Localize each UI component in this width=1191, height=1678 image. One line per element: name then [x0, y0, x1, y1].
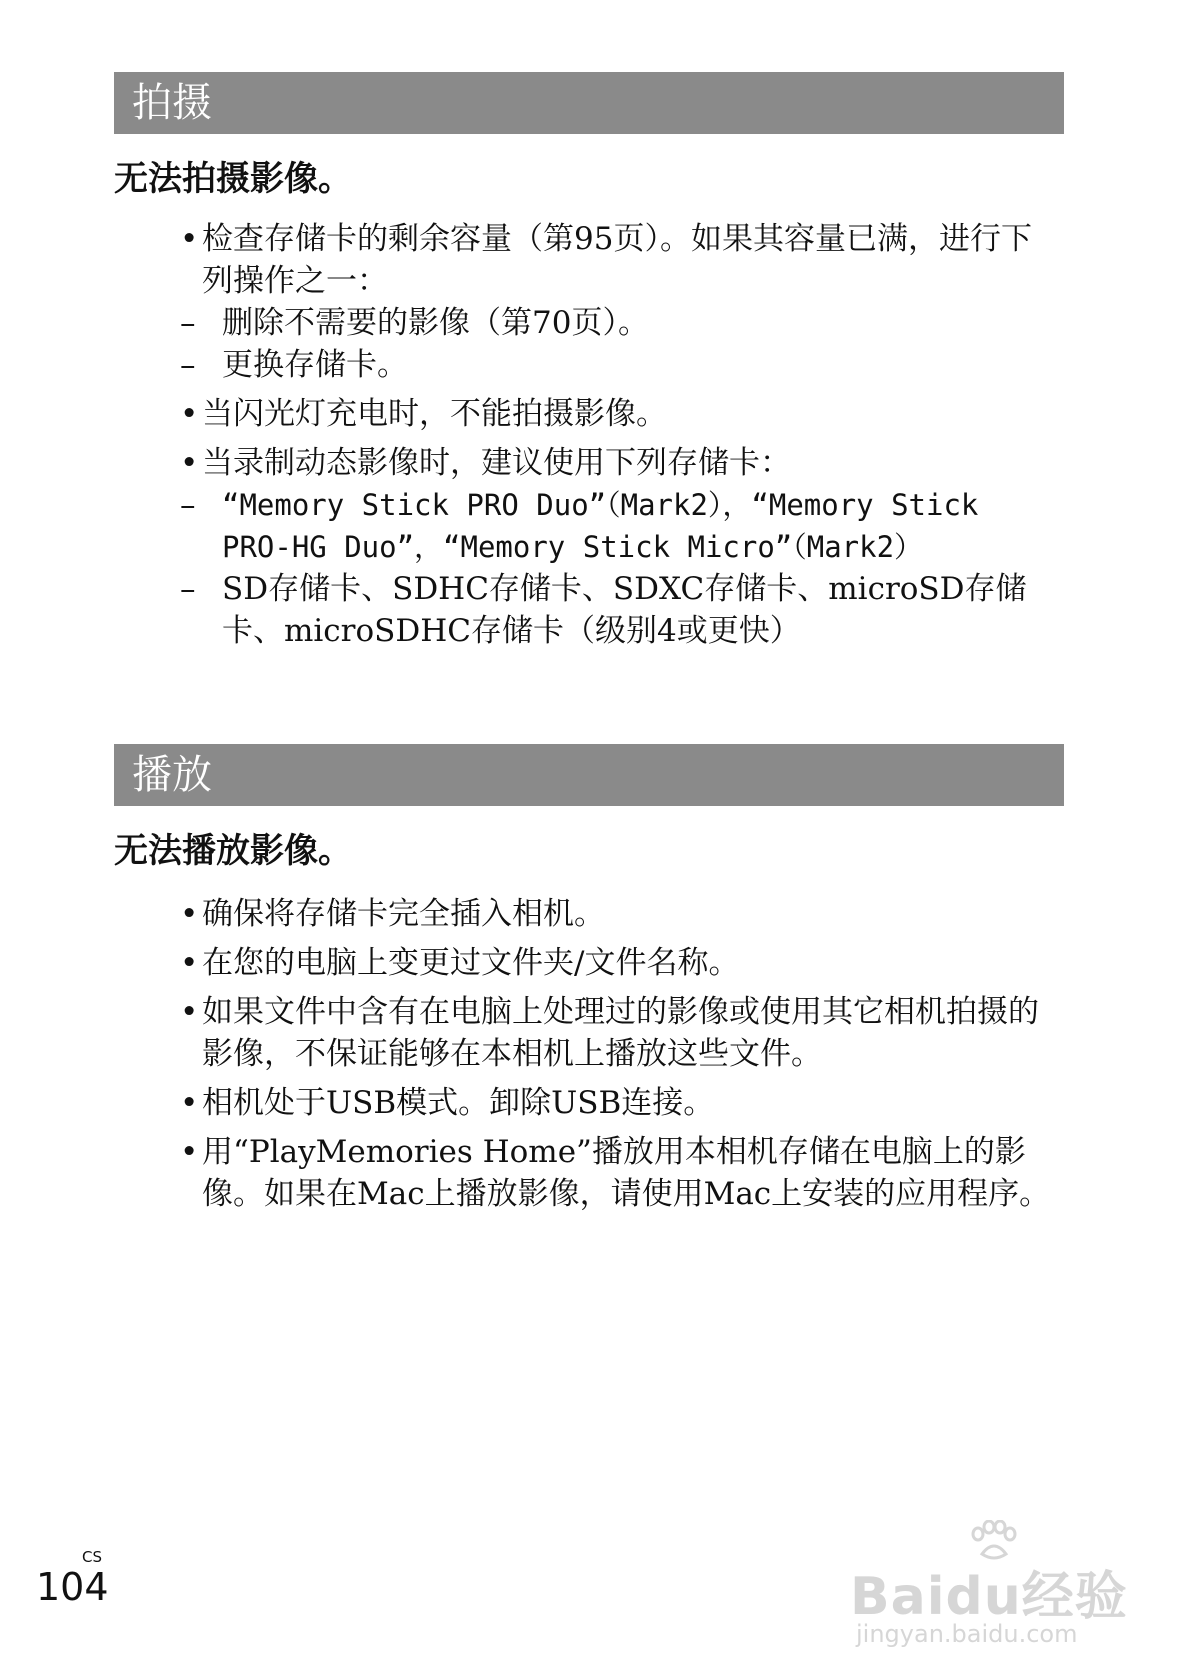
list-shooting [180, 218, 1060, 659]
section-header-playback: 播放 [114, 744, 1064, 806]
question-cannot-shoot: 无法拍摄影像。 [114, 159, 352, 199]
item-text: 用“PlayMemories Home”播放用本相机存储在电脑上的影像。如果在Mac上播放影像，请使用Mac上安装的应用程序。 [202, 1134, 1051, 1212]
section-header-shooting: 拍摄 [114, 72, 1064, 134]
list-item [180, 893, 1060, 935]
sub-item-text: SD存储卡、SDHC存储卡、SDXC存储卡、microSD存储卡、microSDHC存储卡（级别4或更快） [222, 571, 1027, 649]
item-text: 在您的电脑上变更过文件夹/文件名称。 [202, 945, 740, 981]
sub-item [180, 302, 1060, 344]
sub-item-text: 更换存储卡。 [222, 347, 408, 383]
question-cannot-play: 无法播放影像。 [114, 831, 352, 871]
list-item [180, 442, 1060, 652]
bullet-icon: • [180, 945, 199, 981]
item-text: 检查存储卡的剩余容量（第95页）。如果其容量已满，进行下列操作之一： [202, 221, 1032, 299]
item-text: 当闪光灯充电时，不能拍摄影像。 [202, 396, 667, 432]
item-text: 当录制动态影像时，建议使用下列存储卡： [202, 445, 791, 481]
list-item [180, 1131, 1060, 1215]
sub-item-text: 删除不需要的影像（第70页）。 [222, 305, 649, 341]
sub-item-text: “Memory Stick PRO Duo”（Mark2），“Memory Stick PRO-HG Duo”，“Memory Stick Micro”（Mark2） [222, 488, 979, 564]
list-item [180, 393, 1060, 435]
bullet-icon: • [180, 994, 199, 1030]
list-item [180, 218, 1060, 386]
list-item [180, 1082, 1060, 1124]
bullet-icon: • [180, 896, 199, 932]
watermark-logo-text: Baidu经验 [850, 1567, 1128, 1627]
item-text: 如果文件中含有在电脑上处理过的影像或使用其它相机拍摄的影像，不保证能够在本相机上播放这些文件。 [202, 994, 1039, 1072]
item-text: 确保将存储卡完全插入相机。 [202, 896, 605, 932]
dash-icon: – [180, 305, 196, 341]
list-item [180, 942, 1060, 984]
dash-icon: – [180, 487, 196, 523]
bullet-icon: • [180, 1134, 199, 1170]
dash-icon: – [180, 347, 196, 383]
item-text: 相机处于USB模式。卸除USB连接。 [202, 1085, 715, 1121]
baidu-watermark [850, 1520, 1150, 1650]
sub-item [180, 344, 1060, 386]
sub-item [180, 484, 1060, 568]
bullet-icon: • [180, 221, 199, 257]
bullet-icon: • [180, 396, 199, 432]
dash-icon: – [180, 571, 196, 607]
list-playback [180, 893, 1060, 1222]
sub-item [180, 568, 1060, 652]
list-item [180, 991, 1060, 1075]
page-language-code: CS [82, 1548, 102, 1566]
bullet-icon: • [180, 1085, 199, 1121]
watermark-url: jingyan.baidu.com [856, 1620, 1078, 1648]
bullet-icon: • [180, 445, 199, 481]
page-number: 104 [36, 1565, 109, 1609]
